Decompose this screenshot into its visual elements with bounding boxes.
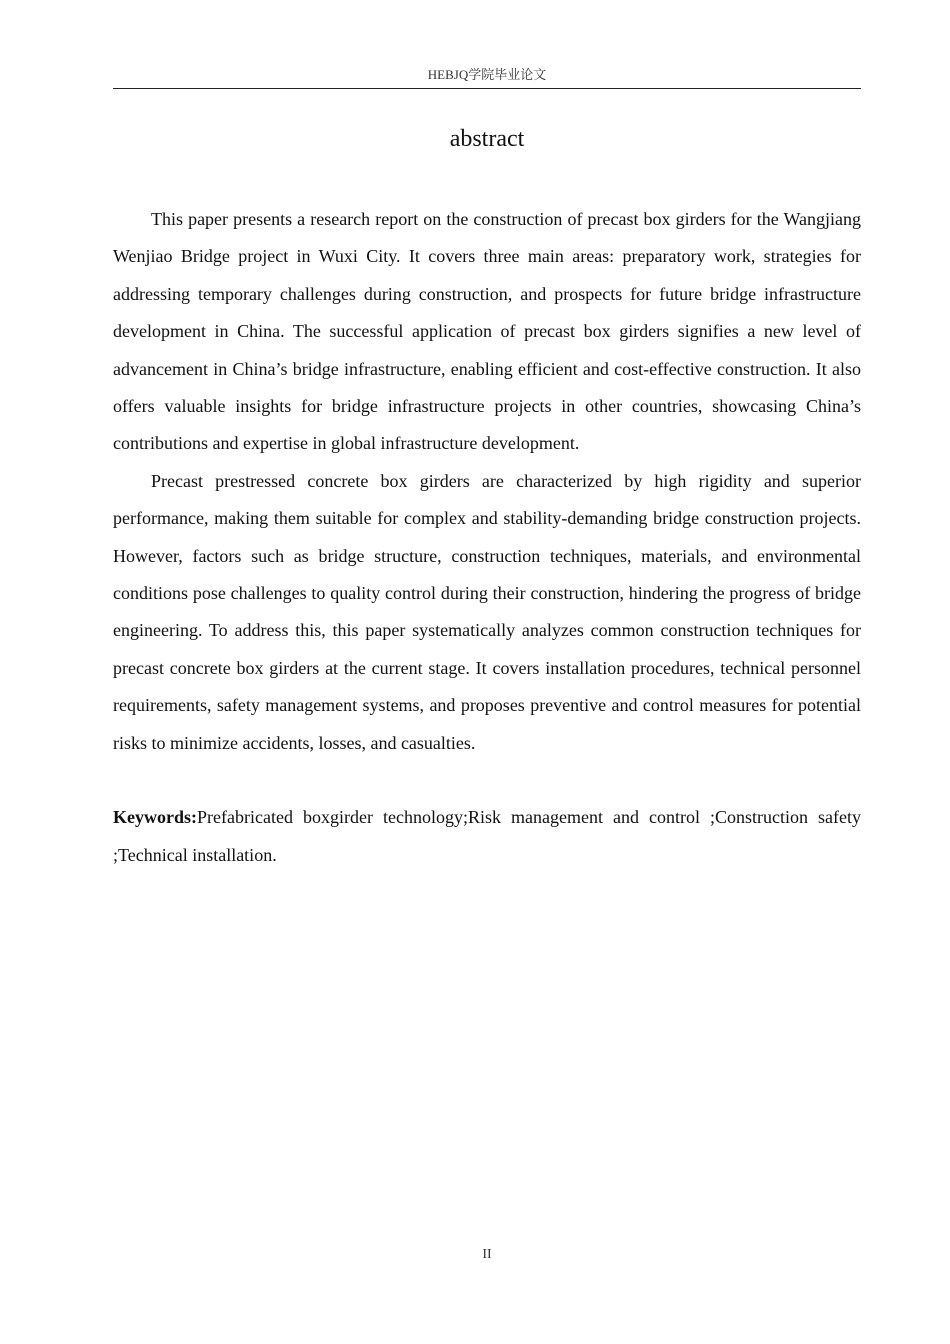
keywords-label: Keywords: xyxy=(113,807,197,828)
page-title: abstract xyxy=(449,126,525,152)
page-number: II xyxy=(482,1247,492,1262)
running-header: HEBJQ学院毕业论文 xyxy=(427,67,547,82)
abstract-paragraph-1: This paper presents a research report on the construction of precast box girders for the Wangjiang Wenjiao Bridge project in Wuxi City. It covers three main areas: preparatory work, strategies for addressing temporary challenges during construction, and prospects for future bridge infrastructure development in China. The successful application of precast box girders signifies a new level of advancement in China’s bridge infrastructure, enabling efficient and cost-effective construction. It also offers valuable insights for bridge infrastructure projects in other countries, showcasing China’s contributions and expertise in global infrastructure development. xyxy=(113,209,861,454)
abstract-body xyxy=(113,201,861,874)
header-rule xyxy=(113,88,861,89)
abstract-paragraph-2: Precast prestressed concrete box girders are characterized by high rigidity and superior performance, making them suitable for complex and stability-demanding bridge construction projects. However, factors such as bridge structure, construction techniques, materials, and environmental conditions pose challenges to quality control during their construction, hindering the progress of bridge engineering. To address this, this paper systematically analyzes common construction techniques for precast concrete box girders at the current stage. It covers installation procedures, technical personnel requirements, safety management systems, and proposes preventive and control measures for potential risks to minimize accidents, losses, and casualties. xyxy=(113,470,861,753)
keywords-text: Prefabricated boxgirder technology;Risk management and control ;Construction safety ;Technical installation. xyxy=(113,807,861,865)
keywords-line xyxy=(113,799,861,874)
